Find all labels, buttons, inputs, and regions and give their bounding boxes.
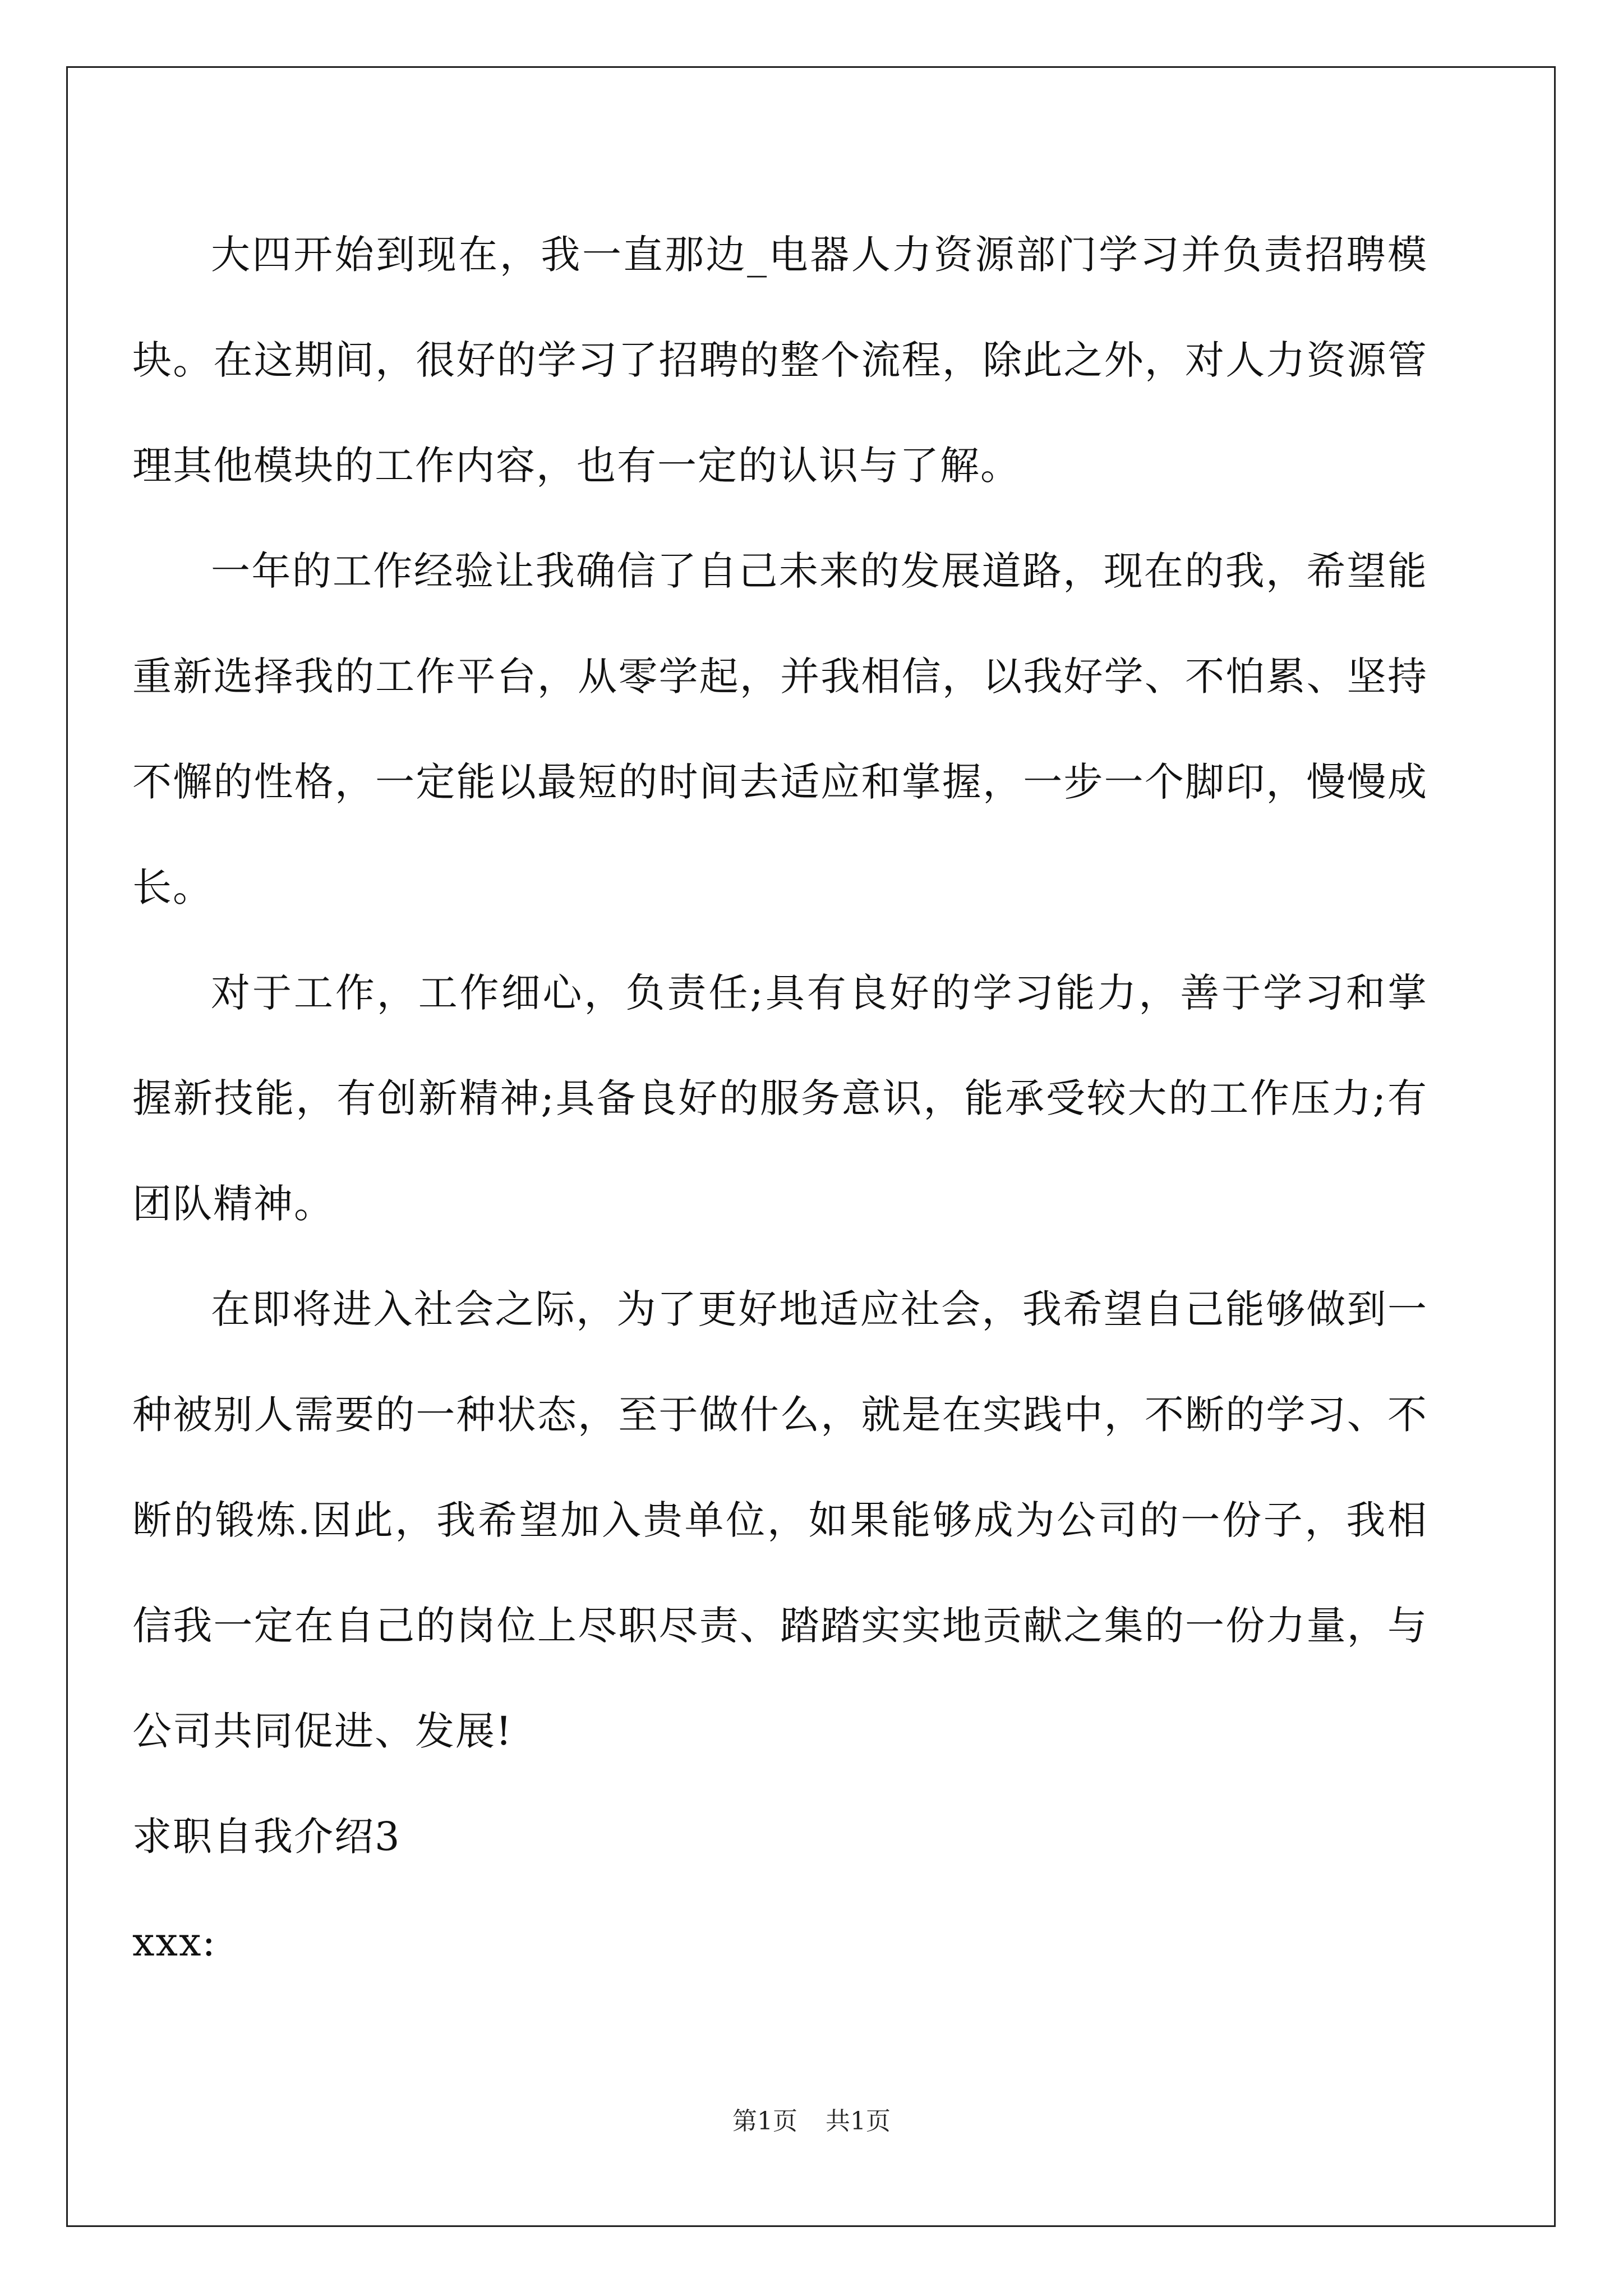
body-paragraph: 在即将进入社会之际，为了更好地适应社会，我希望自己能够做到一种被别人需要的一种状态，至于做什么，就是在实践中，不断的学习、不断的锻炼.因此，我希望加入贵单位，如果能够成为公司的一份子，我相信我一定在自己的岗位上尽职尽责、踏踏实实地贡献之集的一份力量，与公司共同促进、发展! — [132, 1286, 1428, 1754]
body-paragraph: 对于工作，工作细心，负责任;具有良好的学习能力，善于学习和掌握新技能，有创新精神;具备良好的服务意识，能承受较大的工作压力;有团队精神。 — [132, 970, 1428, 1227]
page-number-current: 第1页 — [732, 2107, 797, 2136]
body-paragraph: 一年的工作经验让我确信了自己未来的发展道路，现在的我，希望能重新选择我的工作平台，从零学起，并我相信，以我好学、不怕累、坚持不懈的性格，一定能以最短的时间去适应和掌握，一步一个脚印，慢慢成长。 — [132, 548, 1428, 910]
salutation: xxx: — [132, 1919, 217, 1965]
page-number-total: 共1页 — [826, 2107, 891, 2136]
body-paragraph: 大四开始到现在，我一直那边_电器人力资源部门学习并负责招聘模块。在这期间，很好的学习了招聘的整个流程，除此之外，对人力资源管理其他模块的工作内容，也有一定的认识与了解。 — [132, 232, 1428, 489]
document-body — [132, 202, 1428, 1995]
section-title: 求职自我介绍3 — [132, 1814, 401, 1860]
page-footer — [0, 2105, 1623, 2138]
